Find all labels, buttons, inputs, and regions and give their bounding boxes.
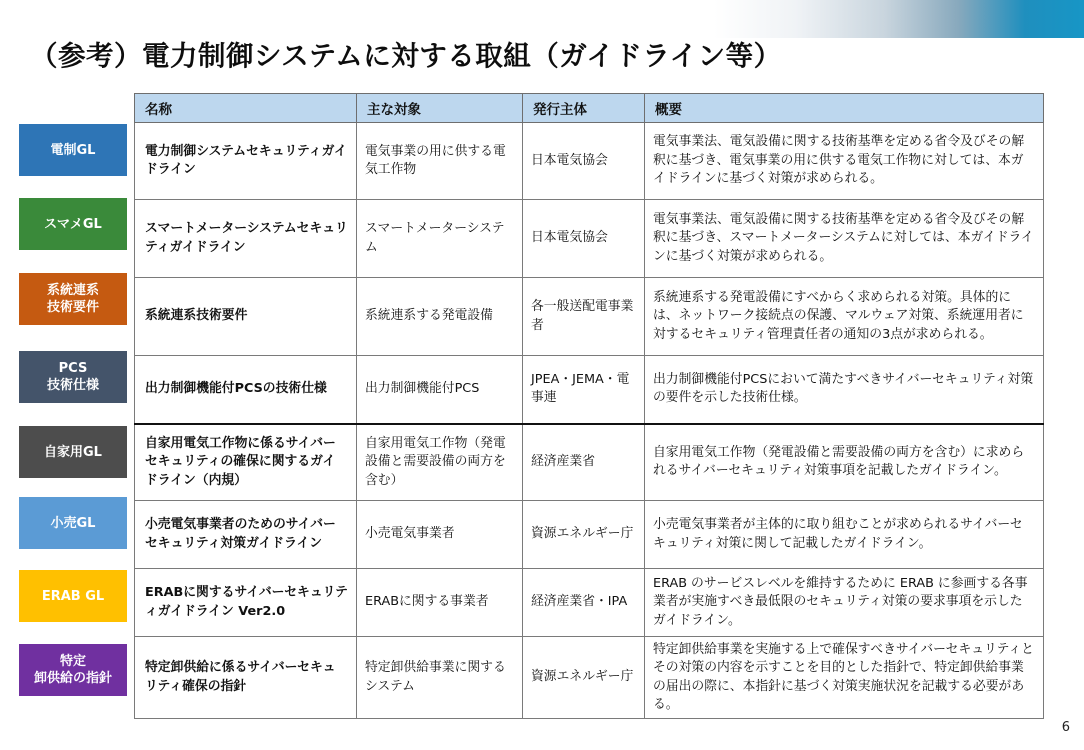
header-issuer: 発行主体 <box>523 94 645 123</box>
tag-label: ERAB GL <box>19 570 127 622</box>
guideline-issuer: 資源エネルギー庁 <box>523 501 645 569</box>
table-row <box>135 200 1044 278</box>
tag-label: PCS 技術仕様 <box>19 351 127 403</box>
guideline-target: 自家用電気工作物（発電設備と需要設備の両方を含む） <box>357 424 523 501</box>
guideline-target: 特定卸供給事業に関するシステム <box>357 637 523 719</box>
guideline-issuer: 資源エネルギー庁 <box>523 637 645 719</box>
table-row <box>135 637 1044 719</box>
guideline-summary: 特定卸供給事業を実施する上で確保すべきサイバーセキュリティとその対策の内容を示すことを目的とした指針で、特定卸供給事業の届出の際に、本指針に基づく対策実施状況を記載する必要がある。 <box>645 637 1044 719</box>
guideline-issuer: 日本電気協会 <box>523 200 645 278</box>
guideline-name: 自家用電気工作物に係るサイバーセキュリティの確保に関するガイドライン（内規） <box>135 424 357 501</box>
page-title: （参考）電力制御システムに対する取組（ガイドライン等） <box>30 40 782 72</box>
guideline-issuer: 経済産業省 <box>523 424 645 501</box>
guideline-name: 特定卸供給に係るサイバーセキュリティ確保の指針 <box>135 637 357 719</box>
page-number: 6 <box>1061 720 1070 735</box>
tag-label: 電制GL <box>19 124 127 176</box>
guideline-table <box>134 93 1044 719</box>
guideline-summary: 出力制御機能付PCSにおいて満たすべきサイバーセキュリティ対策の要件を示した技術仕様。 <box>645 356 1044 424</box>
guideline-summary: 電気事業法、電気設備に関する技術基準を定める省令及びその解釈に基づき、電気事業の用に供する電気工作物に対しては、本ガイドラインに基づく対策が求められる。 <box>645 123 1044 200</box>
table-row <box>135 424 1044 501</box>
guideline-summary: ERAB のサービスレベルを維持するために ERAB に参画する各事業者が実施すべき最低限のセキュリティ対策の要求事項を示したガイドライン。 <box>645 569 1044 637</box>
guideline-summary: 電気事業法、電気設備に関する技術基準を定める省令及びその解釈に基づき、スマートメーターシステムに対しては、本ガイドラインに基づく対策が求められる。 <box>645 200 1044 278</box>
guideline-target: 小売電気事業者 <box>357 501 523 569</box>
guideline-issuer: 日本電気協会 <box>523 123 645 200</box>
header-summary: 概要 <box>645 94 1044 123</box>
guideline-name: 出力制御機能付PCSの技術仕様 <box>135 356 357 424</box>
guideline-issuer: 各一般送配電事業者 <box>523 278 645 356</box>
guideline-issuer: JPEA・JEMA・電事連 <box>523 356 645 424</box>
guideline-summary: 系統連系する発電設備にすべからく求められる対策。具体的には、ネットワーク接続点の保護、マルウェア対策、系統運用者に対するセキュリティ管理責任者の通知の3点が求められる。 <box>645 278 1044 356</box>
tag-label: 自家用GL <box>19 426 127 478</box>
table-row <box>135 123 1044 200</box>
guideline-target: 電気事業の用に供する電気工作物 <box>357 123 523 200</box>
guideline-target: 出力制御機能付PCS <box>357 356 523 424</box>
guideline-target: ERABに関する事業者 <box>357 569 523 637</box>
guideline-target: スマートメーターシステム <box>357 200 523 278</box>
header-name: 名称 <box>135 94 357 123</box>
table-row <box>135 278 1044 356</box>
tag-label: 特定 卸供給の指針 <box>19 644 127 696</box>
table-row <box>135 356 1044 424</box>
tag-label: スマメGL <box>19 198 127 250</box>
guideline-name: 小売電気事業者のためのサイバーセキュリティ対策ガイドライン <box>135 501 357 569</box>
table-row <box>135 501 1044 569</box>
tag-label: 小売GL <box>19 497 127 549</box>
guideline-name: 電力制御システムセキュリティガイドライン <box>135 123 357 200</box>
guideline-name: ERABに関するサイバーセキュリティガイドライン Ver2.0 <box>135 569 357 637</box>
guideline-target: 系統連系する発電設備 <box>357 278 523 356</box>
guideline-name: スマートメーターシステムセキュリティガイドライン <box>135 200 357 278</box>
tag-label: 系統連系 技術要件 <box>19 273 127 325</box>
guideline-name: 系統連系技術要件 <box>135 278 357 356</box>
guideline-summary: 自家用電気工作物（発電設備と需要設備の両方を含む）に求められるサイバーセキュリティ対策事項を記載したガイドライン。 <box>645 424 1044 501</box>
table-row <box>135 569 1044 637</box>
table-header-row <box>135 94 1044 123</box>
guideline-summary: 小売電気事業者が主体的に取り組むことが求められるサイバーセキュリティ対策に関して記載したガイドライン。 <box>645 501 1044 569</box>
header-target: 主な対象 <box>357 94 523 123</box>
guideline-issuer: 経済産業省・IPA <box>523 569 645 637</box>
